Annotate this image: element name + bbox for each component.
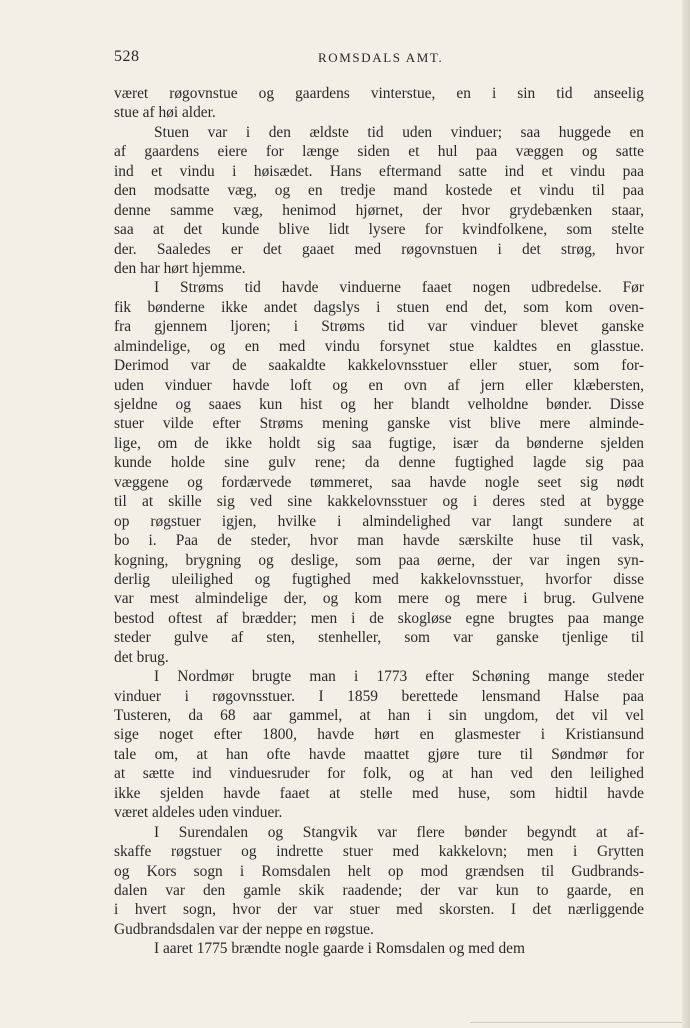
text-line: skaffe røgstuer og indrette stuer med kakkelovn; men i Grytten <box>114 843 644 861</box>
text-line: den modsatte væg, og en tredje mand kostede et vindu til paa <box>114 182 644 200</box>
page-header <box>114 48 644 68</box>
text-line: Tusteren, da 68 aar gammel, at han i sin ungdom, det vil vel <box>114 707 644 724</box>
text-line: var mest almindelige der, og kom mere og mere i brug. Gulvene <box>114 590 644 608</box>
text-line: ikke sjelden havde faaet at stelle med huse, som hidtil havde <box>114 784 644 802</box>
text-line: der. Saaledes er det gaaet med røgovnstuen i det strøg, hvor <box>114 240 644 258</box>
text-line: været røgovnstue og gaardens vinterstue, en i sin tid anseelig <box>114 85 644 102</box>
page-bottom-edge <box>470 1022 682 1023</box>
text-line: uden vinduer havde loft og en ovn af jern eller klæbersten, <box>114 376 644 394</box>
running-head: ROMSDALS AMT. <box>318 50 444 65</box>
text-line: sjeldne og saaes kun hist og her blandt velholdne bønder. Disse <box>114 396 644 413</box>
text-line: lige, om de ikke holdt sig saa fugtige, især da bønderne sjelden <box>114 434 644 452</box>
page-edge <box>682 0 690 1028</box>
text-line: stuer vilde efter Strøms mening ganske vist blive mere alminde- <box>114 415 644 433</box>
text-line: dalen var den gamle skik raadende; der var kun to gaarde, en <box>114 881 644 899</box>
text-line: sige noget efter 1800, havde hørt en glasmester i Kristiansund <box>114 726 644 744</box>
text-line: Gudbrandsdalen var der neppe en røgstue. <box>114 920 374 938</box>
text-line: denne samme væg, henimod hjørnet, der hvor grydebænken staar, <box>114 201 644 219</box>
text-line: derlig uleilighed og fugtighed med kakkelovnsstuer, hvorfor disse <box>114 570 644 588</box>
page-number: 528 <box>114 48 140 65</box>
text-line: af gaardens eiere for længe siden et hul paa væggen og satte <box>114 143 644 161</box>
text-line: at sætte ind vinduesruder for folk, og at han ved den leilighed <box>114 765 644 783</box>
text-line: været aldeles uden vinduer. <box>114 804 283 822</box>
body-text <box>114 84 644 959</box>
text-line: det brug. <box>114 648 169 666</box>
text-line: I Nordmør brugte man i 1773 efter Schøning mange steder <box>154 668 644 686</box>
text-line: bo i. Paa de steder, hvor man havde særskilte huse til vask, <box>114 532 644 550</box>
text-line: fra gjennem ljoren; i Strøms tid var vinduer blevet ganske <box>114 318 644 336</box>
text-line: stue af høi alder. <box>114 104 216 122</box>
text-line: og Kors sogn i Romsdalen helt op mod grændsen til Gudbrands- <box>114 862 644 880</box>
text-line: kunde holde sine gulv rene; da denne fugtighed lagde sig paa <box>114 454 644 472</box>
text-line: steder gulve af sten, stenheller, som var ganske tjenlige til <box>114 629 644 647</box>
text-line: tale om, at han ofte havde maattet gjøre ture til Søndmør for <box>114 745 644 763</box>
text-line: op røgstuer igjen, hvilke i almindelighed var langt sundere at <box>114 512 644 530</box>
text-line: I Strøms tid havde vinduerne faaet nogen udbredelse. Før <box>154 279 644 297</box>
text-line: almindelige, og en med vindu forsynet stue kaldtes en glasstue. <box>114 337 644 355</box>
text-line: Stuen var i den ældste tid uden vinduer; saa huggede en <box>154 123 644 141</box>
text-line: bestod oftest af brædder; men i de skogløse egne brugtes paa mange <box>114 609 644 627</box>
text-line: vinduer i røgovnsstuer. I 1859 berettede lensmand Halse paa <box>114 687 644 705</box>
text-line: i hvert sogn, hvor der var stuer med skorsten. I det nærliggende <box>114 901 644 919</box>
text-line: ind et vindu i høisædet. Hans eftermand satte ind et vindu paa <box>114 162 644 180</box>
text-line: fik bønderne ikke andet dagslys i stuen end det, som kom oven- <box>114 298 644 316</box>
text-line: kogning, brygning og deslige, som paa øerne, der var ingen syn- <box>114 551 644 569</box>
text-line: den har hørt hjemme. <box>114 259 246 277</box>
text-line: I aaret 1775 brændte nogle gaarde i Romsdalen og med dem <box>154 940 525 958</box>
text-line: saa at det kunde blive lidt lysere for kvindfolkene, som stelte <box>114 221 644 239</box>
text-line: væggene og fordærvede tømmeret, saa havde nogle seet sig nødt <box>114 473 644 491</box>
text-line: Derimod var de saakaldte kakkelovnsstuer eller stuer, som for- <box>114 357 644 375</box>
text-line: I Surendalen og Stangvik var flere bønder begyndt at af- <box>154 823 644 841</box>
text-line: til at skille sig ved sine kakkelovnsstuer og i deres sted at bygge <box>114 493 644 511</box>
